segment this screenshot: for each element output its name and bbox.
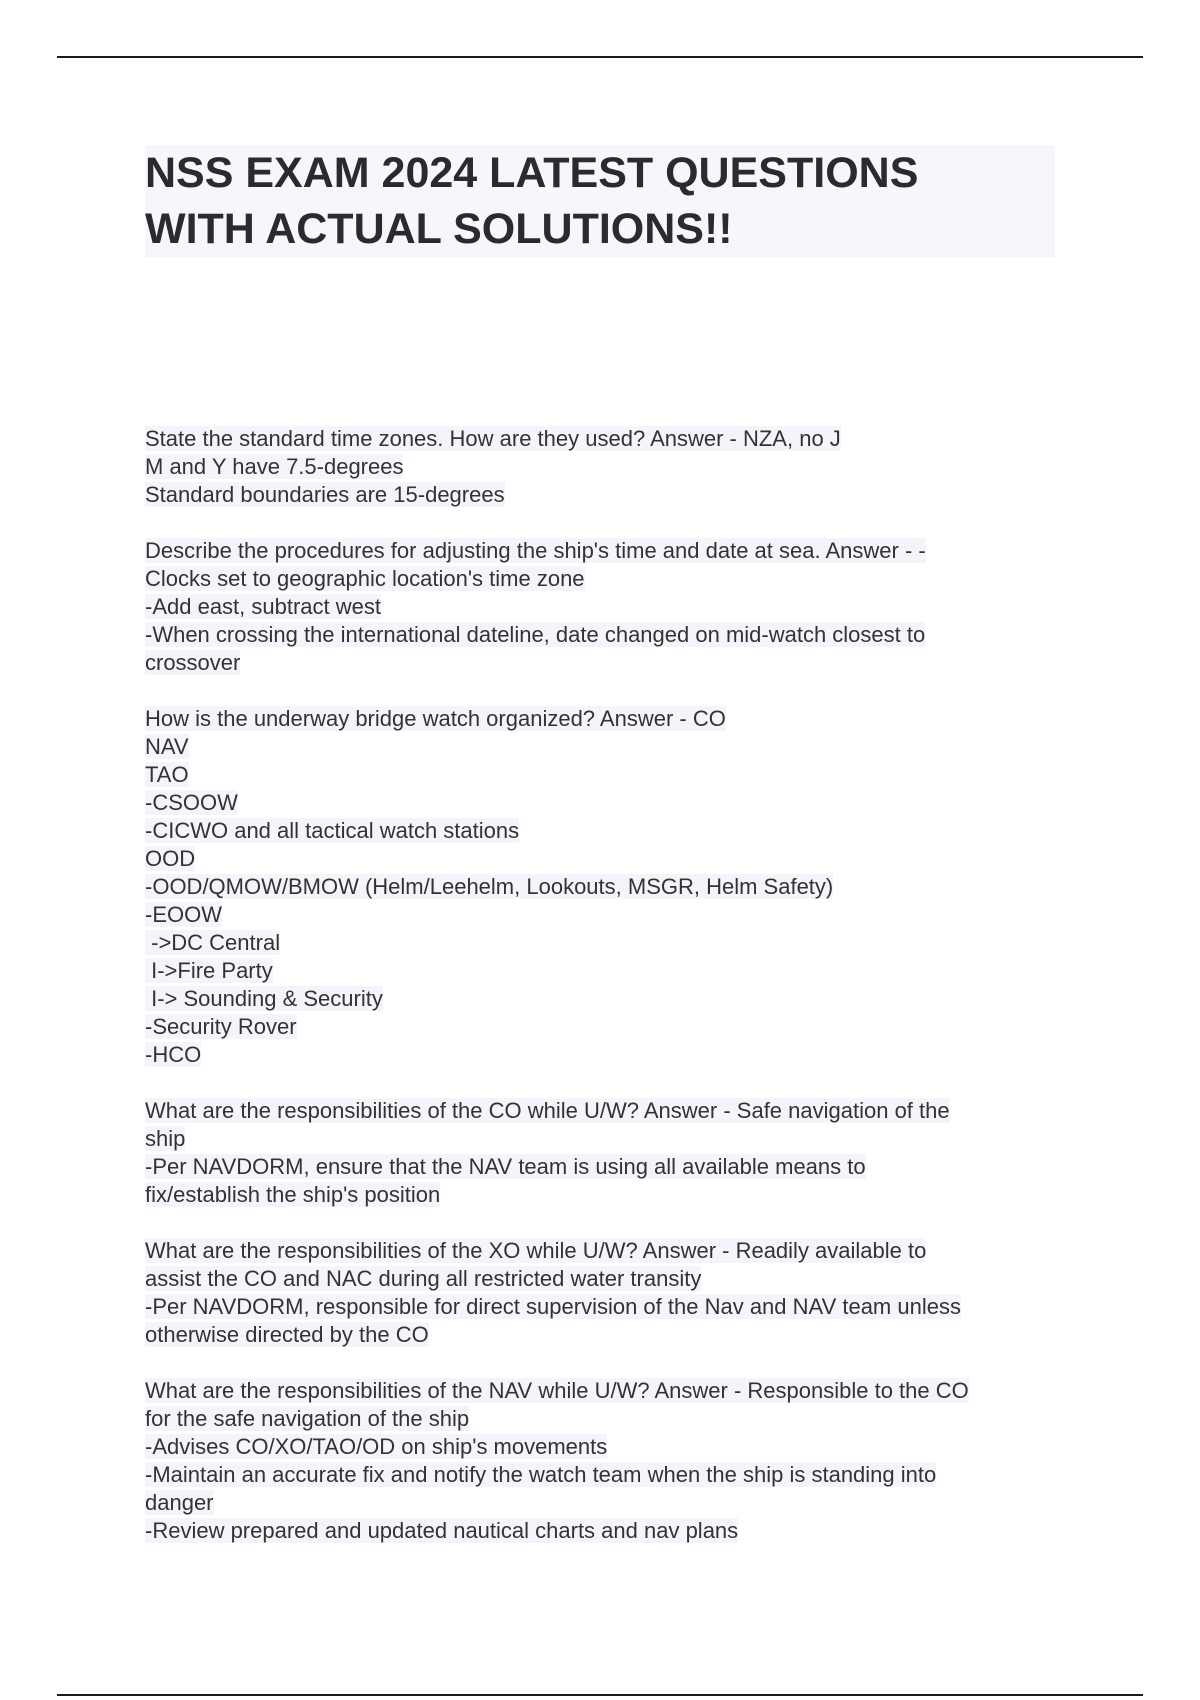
qa-line-text: NAV (145, 734, 189, 759)
qa-line-text: -Maintain an accurate fix and notify the watch team when the ship is standing into (145, 1462, 937, 1487)
qa-line (145, 425, 1085, 453)
qa-line-text: TAO (145, 762, 189, 787)
qa-line (145, 1517, 1085, 1545)
qa-line (145, 789, 1085, 817)
qa-line (145, 1433, 1085, 1461)
qa-line-text: -Security Rover (145, 1014, 297, 1039)
qa-block (145, 1237, 1085, 1349)
qa-line (145, 649, 1085, 677)
qa-line (145, 1237, 1085, 1265)
qa-line-text: danger (145, 1490, 214, 1515)
document-title (145, 145, 1055, 257)
qa-line-text: What are the responsibilities of the XO while U/W? Answer - Readily available to (145, 1238, 927, 1263)
qa-line-text: -CSOOW (145, 790, 238, 815)
qa-line (145, 621, 1085, 649)
qa-line-text: for the safe navigation of the ship (145, 1406, 470, 1431)
title-line-2: WITH ACTUAL SOLUTIONS!! (145, 205, 733, 253)
qa-line (145, 1041, 1085, 1069)
qa-line (145, 481, 1085, 509)
qa-line-text: State the standard time zones. How are they used? Answer - NZA, no J (145, 426, 841, 451)
qa-line (145, 733, 1085, 761)
qa-line-text: -Per NAVDORM, ensure that the NAV team is using all available means to (145, 1154, 866, 1179)
qa-line-text: -OOD/QMOW/BMOW (Helm/Leehelm, Lookouts, MSGR, Helm Safety) (145, 874, 834, 899)
qa-line (145, 1097, 1085, 1125)
qa-line (145, 1405, 1085, 1433)
qa-line (145, 817, 1085, 845)
qa-line (145, 1125, 1085, 1153)
qa-line-text: -EOOW (145, 902, 222, 927)
qa-line (145, 537, 1085, 565)
qa-line-text: Standard boundaries are 15-degrees (145, 482, 505, 507)
qa-line-text: Describe the procedures for adjusting the ship's time and date at sea. Answer - - (145, 538, 926, 563)
qa-line (145, 1321, 1085, 1349)
qa-line (145, 761, 1085, 789)
qa-line-text: fix/establish the ship's position (145, 1182, 441, 1207)
qa-line (145, 1489, 1085, 1517)
qa-line-text: assist the CO and NAC during all restricted water transity (145, 1266, 702, 1291)
qa-line-text: What are the responsibilities of the CO while U/W? Answer - Safe navigation of the (145, 1098, 950, 1123)
qa-line (145, 705, 1085, 733)
qa-line (145, 593, 1085, 621)
qa-block (145, 705, 1085, 1069)
qa-line (145, 565, 1085, 593)
title-line-1: NSS EXAM 2024 LATEST QUESTIONS (145, 149, 919, 197)
qa-line-text: OOD (145, 846, 196, 871)
qa-line-text: -Advises CO/XO/TAO/OD on ship's movements (145, 1434, 608, 1459)
bottom-rule (57, 1694, 1143, 1696)
qa-block (145, 537, 1085, 677)
qa-line (145, 1377, 1085, 1405)
qa-line (145, 1293, 1085, 1321)
qa-line-text: I->Fire Party (145, 958, 273, 983)
qa-line (145, 1181, 1085, 1209)
qa-line-text: ->DC Central (145, 930, 281, 955)
qa-line-text: -Review prepared and updated nautical charts and nav plans (145, 1518, 739, 1543)
qa-line-text: -Per NAVDORM, responsible for direct supervision of the Nav and NAV team unless (145, 1294, 961, 1319)
qa-line-text: I-> Sounding & Security (145, 986, 383, 1011)
qa-line-text: Clocks set to geographic location's time zone (145, 566, 585, 591)
qa-line-text: otherwise directed by the CO (145, 1322, 429, 1347)
qa-line (145, 901, 1085, 929)
qa-line-text: How is the underway bridge watch organized? Answer - CO (145, 706, 726, 731)
qa-line-text: crossover (145, 650, 241, 675)
qa-line-text: M and Y have 7.5-degrees (145, 454, 404, 479)
qa-line (145, 1265, 1085, 1293)
qa-line (145, 957, 1085, 985)
qa-line-text: -CICWO and all tactical watch stations (145, 818, 520, 843)
qa-content (145, 425, 1085, 1573)
qa-line-text: -Add east, subtract west (145, 594, 381, 619)
qa-line (145, 1153, 1085, 1181)
qa-line (145, 929, 1085, 957)
qa-line (145, 985, 1085, 1013)
qa-line-text: ship (145, 1126, 186, 1151)
qa-block (145, 1377, 1085, 1545)
qa-line-text: What are the responsibilities of the NAV while U/W? Answer - Responsible to the CO (145, 1378, 969, 1403)
qa-line-text: -When crossing the international dateline, date changed on mid-watch closest to (145, 622, 926, 647)
qa-block (145, 1097, 1085, 1209)
qa-line (145, 453, 1085, 481)
qa-line (145, 1461, 1085, 1489)
qa-block (145, 425, 1085, 509)
qa-line (145, 873, 1085, 901)
qa-line (145, 845, 1085, 873)
top-rule (57, 56, 1143, 58)
qa-line-text: -HCO (145, 1042, 202, 1067)
qa-line (145, 1013, 1085, 1041)
